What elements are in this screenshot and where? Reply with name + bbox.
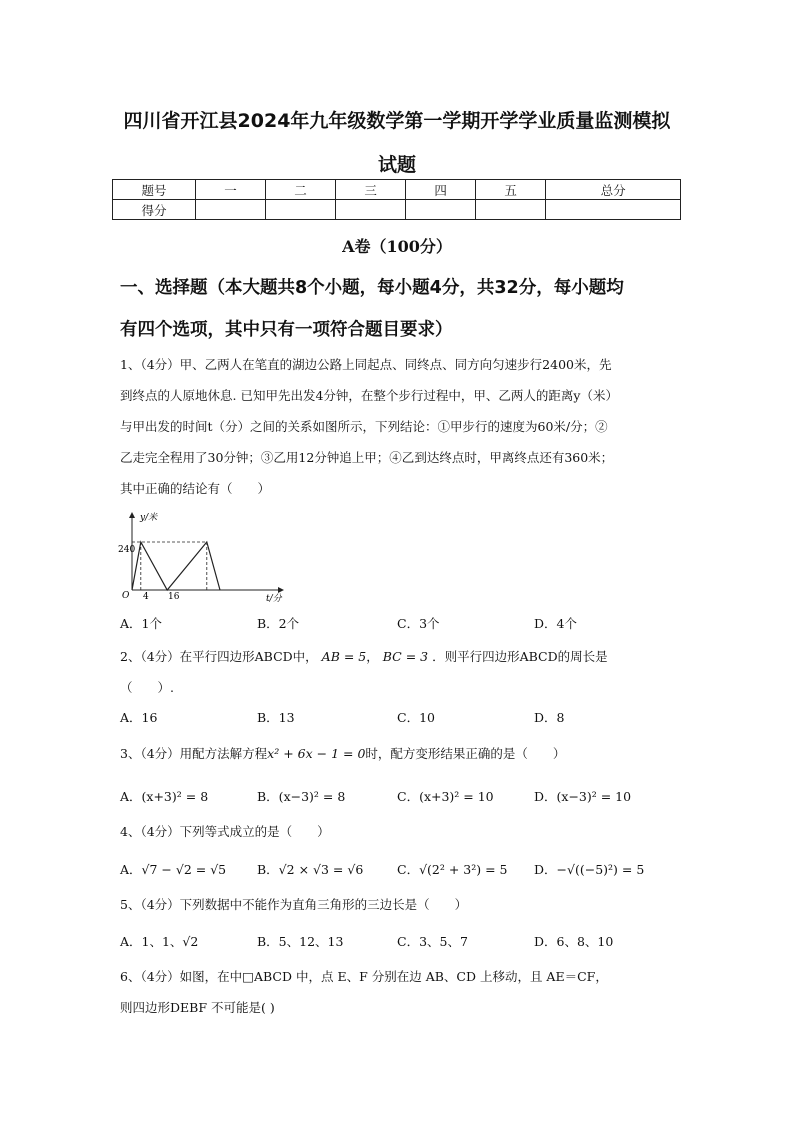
- score-table-score-row: [113, 200, 681, 220]
- score-cell: 四: [406, 180, 476, 200]
- q4-option-d: D．−√((−5)²) = 5: [534, 862, 645, 877]
- q2-option-c: C．10: [397, 710, 435, 725]
- q1-line: 其中正确的结论有（ ）: [120, 481, 271, 496]
- q2-line2: （ ）.: [120, 680, 174, 695]
- section-heading-line2: 有四个选项，其中只有一项符合题目要求）: [120, 320, 453, 340]
- score-blank-cell: [476, 200, 546, 220]
- q5-line: 5、（4分）下列数据中不能作为直角三角形的三边长是（ ）: [120, 897, 468, 912]
- q3-option-c: C．(x+3)² = 10: [397, 789, 494, 804]
- q2-text-end: ．则平行四边形ABCD的周长是: [432, 649, 608, 664]
- score-cell: 得分: [113, 200, 196, 220]
- q2-math-bc: BC = 3: [382, 649, 429, 664]
- score-table: [112, 179, 681, 220]
- q2-option-b: B．13: [257, 710, 295, 725]
- score-table-header-row: [113, 180, 681, 200]
- q5-option-c: C．3、5、7: [397, 934, 468, 949]
- q5-option-d: D．6、8、10: [534, 934, 614, 949]
- q1-option-d: D．4个: [534, 616, 577, 631]
- q4-option-a: A．√7 − √2 = √5: [120, 862, 227, 877]
- q6-line1: 6、（4分）如图，在中□ABCD 中，点 E、F 分别在边 AB、CD 上移动，且 AE＝CF，: [120, 969, 608, 984]
- exam-title-line2: 试题: [377, 154, 416, 176]
- q2-line1: 2、（4分）在平行四边形ABCD中， AB = 5， BC = 3 ．则平行四边形ABCD的周长是: [120, 649, 608, 664]
- exam-title-line1: 四川省开江县2024年九年级数学第一学期开学学业质量监测模拟: [123, 110, 671, 132]
- q3-option-d: D．(x−3)² = 10: [534, 789, 632, 804]
- x-axis-arrow: [278, 587, 284, 593]
- x-tick-label: 16: [168, 592, 180, 602]
- q1-line: 与甲出发的时间t（分）之间的关系如图所示，下列结论：①甲步行的速度为60米/分；②: [120, 419, 608, 434]
- q1-line: 乙走完全程用了30分钟；③乙用12分钟追上甲；④乙到达终点时，甲离终点还有360米；: [120, 450, 614, 465]
- score-blank-cell: [406, 200, 476, 220]
- score-cell: 题号: [113, 180, 196, 200]
- x-axis-label: t/分: [266, 594, 282, 602]
- q1-option-a: A．1个: [120, 616, 162, 631]
- q4-option-c: C．√(2² + 3²) = 5: [397, 862, 508, 877]
- q5-option-a: A．1、1、√2: [120, 934, 199, 949]
- q6-line2: 则四边形DEBF 不可能是( ): [120, 1000, 275, 1015]
- distance-time-chart: [118, 510, 288, 602]
- q2-option-d: D．8: [534, 710, 565, 725]
- x-tick-label: 4: [143, 592, 149, 602]
- q1-option-b: B．2个: [257, 616, 300, 631]
- score-blank-cell: [336, 200, 406, 220]
- score-blank-cell: [196, 200, 266, 220]
- q3-line: [120, 744, 565, 762]
- q4-line: 4、（4分）下列等式成立的是（ ）: [120, 824, 330, 839]
- score-blank-cell: [266, 200, 336, 220]
- section-heading-line1: 一、选择题（本大题共8个小题，每小题4分，共32分，每小题均: [120, 278, 624, 298]
- y-axis-label: y/米: [140, 513, 158, 523]
- q4-option-b: B．√2 × √3 = √6: [257, 862, 364, 877]
- q1-option-c: C．3个: [397, 616, 440, 631]
- q3-option-a: A．(x+3)² = 8: [120, 789, 209, 804]
- q1-line: 到终点的人原地休息. 已知甲先出发4分钟，在整个步行过程中，甲、乙两人的距离y（米）: [120, 388, 618, 403]
- y-axis-arrow: [129, 512, 135, 518]
- y-tick-label: 240: [118, 545, 136, 555]
- q1-line: 1、（4分）甲、乙两人在笔直的湖边公路上同起点、同终点、同方向匀速步行2400米，先: [120, 357, 612, 372]
- score-blank-cell: [546, 200, 681, 220]
- q3-suffix: 时，配方变形结果正确的是（ ）: [365, 746, 566, 761]
- q5-option-b: B．5、12、13: [257, 934, 344, 949]
- score-cell: 二: [266, 180, 336, 200]
- q2-text: 2、（4分）在平行四边形ABCD中，: [120, 649, 318, 664]
- origin-label: O: [122, 591, 130, 601]
- q2-math-ab: AB = 5: [321, 649, 367, 664]
- score-cell: 三: [336, 180, 406, 200]
- q3-prefix: 3、（4分）用配方法解方程: [120, 746, 268, 761]
- volume-heading: A卷（100分）: [342, 237, 452, 256]
- score-cell: 五: [476, 180, 546, 200]
- q2-option-a: A．16: [120, 710, 158, 725]
- q3-option-b: B．(x−3)² = 8: [257, 789, 346, 804]
- score-cell: 总分: [546, 180, 681, 200]
- q3-equation: x² + 6x − 1 = 0: [267, 746, 366, 761]
- score-cell: 一: [196, 180, 266, 200]
